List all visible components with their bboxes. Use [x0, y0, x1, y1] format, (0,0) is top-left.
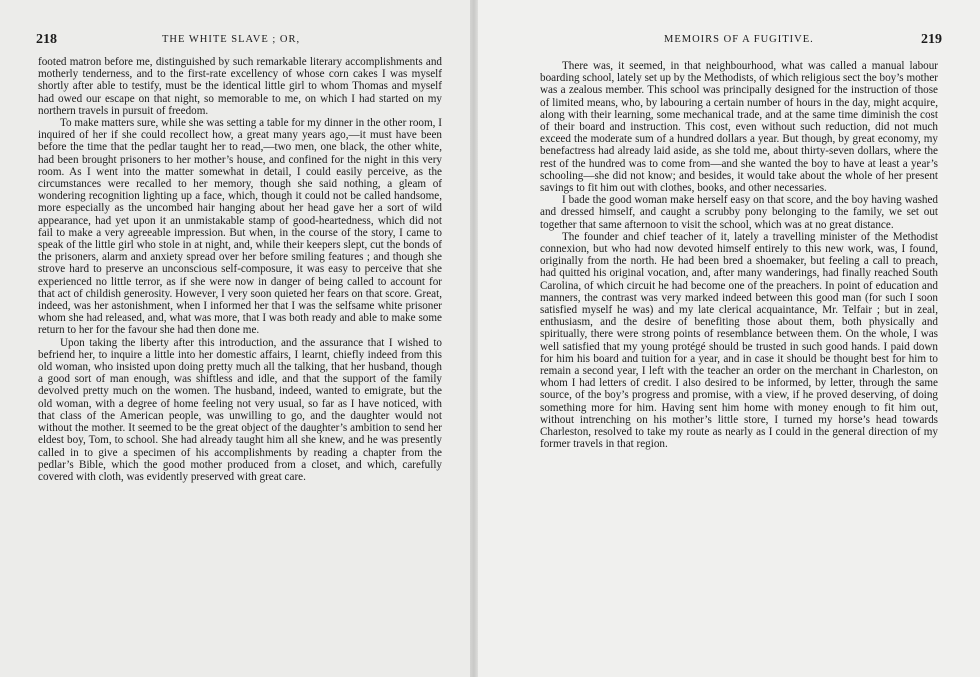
left-page-body: [38, 56, 442, 483]
right-page-body: [540, 60, 938, 451]
book-gutter: [470, 0, 478, 677]
page-number-left: 218: [36, 32, 57, 47]
paragraph: footed matron before me, distinguished by such remarkable literary accomplishments and motherly tenderness, and to the first-rate excellency of whose corn cakes I was myself shortly after able to testify, must be the identical little girl to whom Thomas and myself had owed our escape on that night, so memorable to me, on which I had started on my northern travels in pursuit of freedom.: [38, 56, 442, 117]
paragraph: I bade the good woman make herself easy on that score, and the boy having washed and dressed himself, and caught a scrubby pony belonging to the family, we set out together that same afternoon to visit the school, which was at no great distance.: [540, 194, 938, 231]
paragraph: The founder and chief teacher of it, lately a travelling minister of the Methodist connexion, but who had now devoted himself entirely to this new work, was, I found, originally from the north. He had been bred a shoemaker, but feeling a call to preach, had quitted his original vocation, and, after many wanderings, had finally reached South Carolina, of which circuit he had become one of the preachers. In point of education and manners, the contrast was very marked indeed between this good man (for such I soon satisfied myself he was) and my late clerical acquaintance, Mr. Telfair ; but in zeal, enthusiasm, and the desire of benefiting those about them, both physically and spiritually, there were strong points of resemblance between them. On the whole, I was well satisfied that my young protégé should be trusted in such good hands. I paid down for him his board and tuition for a year, and in case it should be thought best for him to remain a second year, I left with the teacher an order on the merchant in Charleston, on whom I had letters of credit. I also desired to be informed, by letter, through the same source, of the boy’s progress and promise, with a view, if he proved deserving, of doing something more for him. Having sent him home with money enough to fit him out, without intrenching on his mother’s little store, I turned my horse’s head towards Charleston, resolved to take my route as nearly as I could in the general direction of my former travels in that region.: [540, 230, 938, 451]
right-page: [478, 0, 980, 677]
paragraph: There was, it seemed, in that neighbourhood, what was called a manual labour boarding school, lately set up by the Methodists, of which religious sect the boy’s mother was a zealous member. This school was principally designed for the instruction of those of limited means, who, by labouring a certain number of hours in the day, might acquire, along with their learning, some mechanical trade, and at the same time diminish the cost of their board and instruction. This cost, even without such reduction, did not much exceed the moderate sum of a hundred dollars a year. But though, by great economy, my benefactress had already laid aside, as she told me, about thirty-seven dollars, where the rest of the hundred was to come from—and she wanted the boy to have at least a year’s schooling—she did not know; and besides, it would take about the whole of her present savings to fit him out with clothes, books, and other necessaries.: [540, 60, 938, 195]
page-number-right: 219: [921, 32, 942, 47]
running-head-left: THE WHITE SLAVE ; OR,: [162, 34, 301, 45]
paragraph: To make matters sure, while she was setting a table for my dinner in the other room, I inquired of her if she could recollect how, a great many years ago,—it must have been before the time that the pedlar taught her to read,—two men, one black, the other white, had been brought prisoners to her mother’s house, and confined for the night in this very room. As I went into the matter somewhat in detail, I could easily perceive, as the circumstances were recalled to her memory, though she said nothing, a gleam of wondering recognition lighting up a face, which, though it could not be called handsome, more especially as the uncombed hair hanging about her head gave her a sort of wild appearance, had yet upon it an unmistakable stamp of good-heartedness, which did not fail to make a very agreeable impression. But when, in the course of the story, I came to speak of the little girl who stole in at night, and, while their keepers slept, cut the bonds of the prisoners, alarm and anxiety spread over her before smiling features ; and though she strove hard to preserve an unconscious self-composure, it was easy to perceive that she experienced no little terror, as if she were now in danger of being called to account for that act of childish generosity. However, I very soon quieted her fears on that score. Great, indeed, was her astonishment, when I informed her that I was the selfsame white prisoner whom she had released, and, what was more, that I was both ready and able to make some return to her for the favour she had then done me.: [38, 117, 442, 337]
paragraph: Upon taking the liberty after this introduction, and the assurance that I wished to befriend her, to inquire a little into her domestic affairs, I learnt, chiefly indeed from this old woman, who insisted upon doing pretty much all the talking, that her husband, though a good sort of man enough, was shiftless and idle, and that the support of the family devolved pretty much on the women. The husband, indeed, wanted to emigrate, but the old woman, with a degree of home feeling not very usual, so far as I have noticed, with that class of the American people, was unwilling to go, and the daughter would not without the mother. It seemed to be the great object of the daughter’s ambition to send her eldest boy, Tom, to school. She had already taught him all she knew, and he was presently called in to give a specimen of his accomplishments by reading a chapter from the pedlar’s Bible, which the good mother produced from a closet, and which, carefully covered with cloth, was evidently preserved with great care.: [38, 336, 442, 483]
running-head-right: MEMOIRS OF A FUGITIVE.: [664, 34, 814, 45]
left-page: [0, 0, 470, 677]
